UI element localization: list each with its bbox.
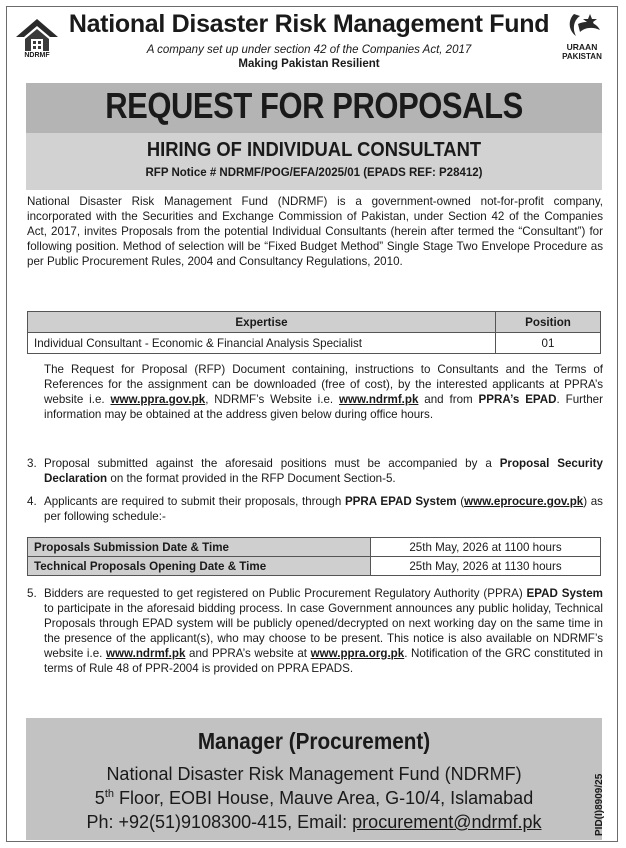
item-4-part2: ( bbox=[456, 495, 465, 508]
table-row bbox=[28, 538, 601, 557]
item-4-number: 4. bbox=[27, 495, 37, 508]
footer-org-name: National Disaster Risk Management Fund (NDRMF) bbox=[106, 764, 522, 784]
email-link[interactable]: procurement@ndrmf.pk bbox=[352, 812, 542, 832]
item-4-text bbox=[44, 494, 603, 524]
page-title: REQUEST FOR PROPOSALS bbox=[105, 85, 523, 126]
item-5-number: 5. bbox=[27, 587, 37, 600]
phone-text: Ph: +92(51)9108300-415, Email: bbox=[86, 812, 353, 832]
ndrmf-link[interactable]: www.ndrmf.pk bbox=[338, 393, 419, 406]
item-5-text bbox=[44, 586, 603, 676]
item-2-text bbox=[44, 362, 603, 422]
opening-label: Technical Proposals Opening Date & Time bbox=[28, 557, 371, 576]
table-row bbox=[28, 557, 601, 576]
item-3-text bbox=[44, 456, 603, 486]
submission-label: Proposals Submission Date & Time bbox=[28, 538, 371, 557]
expertise-header: Expertise bbox=[28, 312, 496, 333]
opening-value: 25th May, 2026 at 1130 hours bbox=[371, 557, 601, 576]
positions-table bbox=[27, 311, 601, 354]
address-rest: Floor, EOBI House, Mauve Area, G-10/4, Islamabad bbox=[114, 788, 534, 808]
epad-system-text: EPAD System bbox=[526, 587, 603, 600]
item-2-part1: The Request for Proposal (RFP) Document containing, instructions to Consultants and the Terms of References for the assignment can be downloaded (free of cost), by the interested applicants at PPRA’s website i.e. bbox=[44, 363, 603, 406]
footer-title: Manager (Procurement) bbox=[197, 728, 431, 754]
organization-subtitle: A company set up under section 42 of the Companies Act, 2017 bbox=[146, 44, 472, 56]
position-cell: 01 bbox=[496, 333, 601, 354]
item-2-part2: , NDRMF’s Website i.e. bbox=[205, 393, 339, 406]
item-3-part1: Proposal submitted against the aforesaid positions must be accompanied by a bbox=[44, 457, 500, 470]
item-5-part2: to participate in the aforesaid bidding process. In case Government announces any public holiday, Technical Proposals through EPAD system will be publicly opened/decrypted on next working day on the same time in the presence of the applicant(s), who may choose to be present. This notice is also available on NDRMF’s website i.e. bbox=[44, 602, 603, 660]
item-2-part3: and from bbox=[418, 393, 479, 406]
ndrmf-logo-label: NDRMF bbox=[24, 52, 50, 59]
item-2-part4: . Further information may be obtained at the address given below during office hours. bbox=[44, 393, 603, 421]
ppra-epad-system-text: PPRA EPAD System bbox=[344, 495, 457, 508]
eprocure-link[interactable]: www.eprocure.gov.pk bbox=[464, 495, 584, 508]
contact-footer bbox=[26, 718, 602, 840]
item-3-number: 3. bbox=[27, 457, 37, 470]
item-4-part3: ) as per following schedule:- bbox=[44, 495, 603, 523]
footer-address bbox=[26, 788, 602, 809]
item-5-part1: Bidders are requested to get registered on Public Procurement Regulatory Authority (PPRA) bbox=[44, 587, 527, 600]
expertise-cell: Individual Consultant - Economic & Financial Analysis Specialist bbox=[28, 333, 496, 354]
submission-value: 25th May, 2026 at 1100 hours bbox=[371, 538, 601, 557]
floor-suffix: th bbox=[104, 788, 114, 800]
page-subtitle: HIRING OF INDIVIDUAL CONSULTANT bbox=[146, 139, 482, 161]
item-5-part3: and PPRA’s website at bbox=[185, 647, 311, 660]
position-header: Position bbox=[496, 312, 601, 333]
ppra-gov-link[interactable]: www.ppra.gov.pk bbox=[110, 393, 206, 406]
subtitle-band bbox=[26, 133, 602, 190]
item-3-part2: on the format provided in the RFP Document Section-5. bbox=[107, 472, 396, 485]
pid-number: PID(I)8909/25 bbox=[594, 773, 605, 836]
pakistan-text: PAKISTAN bbox=[562, 52, 602, 61]
organization-tagline: Making Pakistan Resilient bbox=[238, 58, 380, 70]
ppra-org-link[interactable]: www.ppra.org.pk bbox=[310, 647, 405, 660]
organization-name: National Disaster Risk Management Fund bbox=[68, 10, 550, 38]
table-header-row bbox=[28, 312, 601, 333]
proposal-security-declaration-text: Proposal Security Declaration bbox=[44, 457, 603, 485]
table-row bbox=[28, 333, 601, 354]
title-band bbox=[26, 83, 602, 133]
item-5-part4: . Notification of the GRC constituted in terms of Rule 48 of PPR-2004 is provided on PPRA EPADS. bbox=[44, 647, 603, 675]
floor-number: 5 bbox=[94, 788, 105, 808]
footer-contact bbox=[26, 812, 602, 833]
uraan-pakistan-logo-icon bbox=[556, 10, 608, 64]
uraan-text: URAAN bbox=[566, 42, 598, 52]
ppra-epad-text: PPRA’s EPAD bbox=[478, 393, 557, 406]
item-4-part1: Applicants are required to submit their proposals, through bbox=[44, 495, 345, 508]
schedule-table bbox=[27, 537, 601, 576]
rfp-notice-number: RFP Notice # NDRMF/POG/EFA/2025/01 (EPADS REF: P28412) bbox=[145, 167, 483, 179]
ndrmf-website-link[interactable]: www.ndrmf.pk bbox=[105, 647, 186, 660]
intro-paragraph: National Disaster Risk Management Fund (NDRMF) is a government-owned not-for-profit company, incorporated with the Securities and Exchange Commission of Pakistan, under Section 42 of the Companies Act, 2017, invites Proposals from the potential Individual Consultants (herein after termed the “Consultant”) for following position. Method of selection will be “Fixed Budget Method” Single Stage Two Envelope Procedure as per Public Procurement Rules, 2004 and Consultancy Regulations, 2010. bbox=[27, 195, 603, 268]
